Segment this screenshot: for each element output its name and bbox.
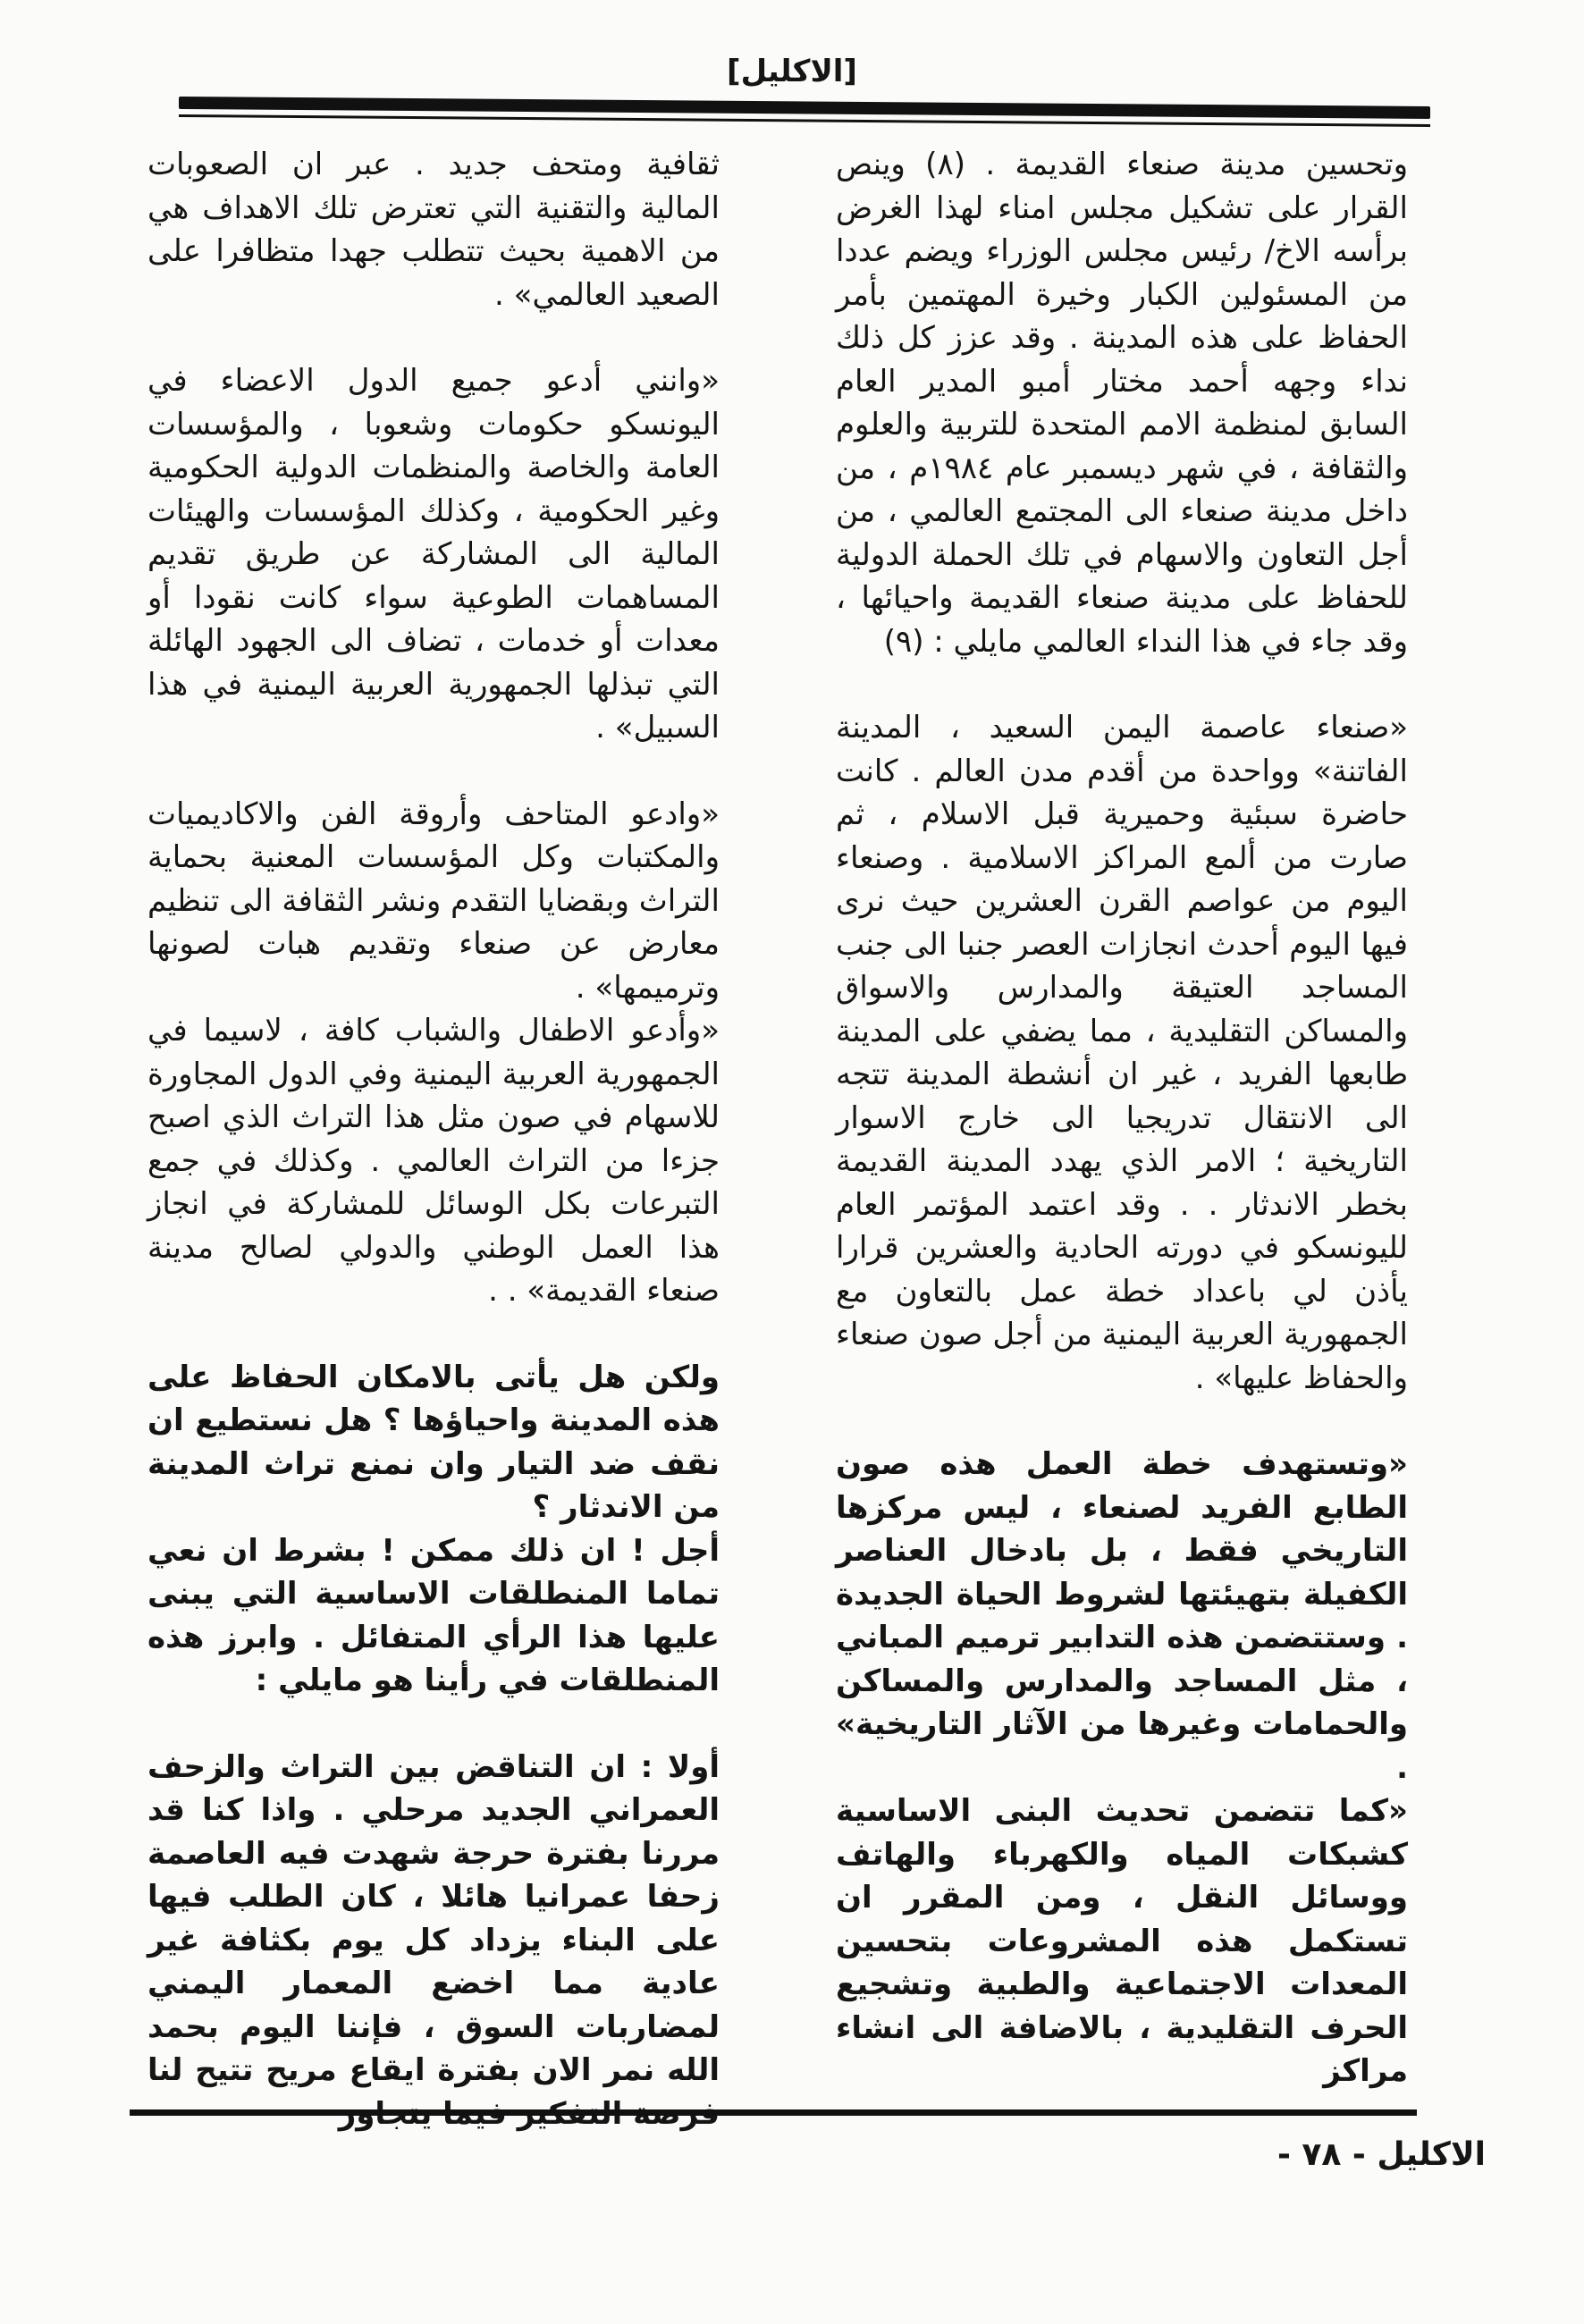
paragraph: «كما تتضمن تحديث البنى الاساسية كشبكات المياه والكهرباء والهاتف ووسائل النقل ، ومن المقرر ان تستكمل هذه المشروعات بتحسين المعدات الاجتماعية والطبية وتشجيع الحرف التقليدية ، بالاضافة الى انشاء مراكز xyxy=(836,1793,1408,2089)
left-column xyxy=(147,143,720,2178)
paragraph: «صنعاء عاصمة اليمن السعيد ، المدينة الفاتنة» وواحدة من أقدم مدن العالم . كانت حاضرة سبئية وحميرية قبل الاسلام ، ثم صارت من ألمع المراكز الاسلامية . وصنعاء اليوم من عواصم القرن العشرين حيث نرى فيها اليوم أحدث انجازات العصر جنبا الى جنب المساجد العتيقة والمدارس والاسواق والمساكن التقليدية ، مما يضفي على المدينة طابعها الفريد ، غير ان أنشطة المدينة تتجه الى الانتقال تدريجيا الى خارج الاسوار التاريخية ؛ الامر الذي يهدد المدينة القديمة بخطر الاندثار . . وقد اعتمد المؤتمر العام لليونسكو في دورته الحادية والعشرين قرارا يأذن لي باعداد خطة عمل بالتعاون مع الجمهورية العربية اليمنية من أجل صون صنعاء والحفاظ عليها» . xyxy=(836,710,1408,1396)
paragraph: ثقافية ومتحف جديد . عبر ان الصعوبات المالية والتقنية التي تعترض تلك الاهداف هي من الاهمية بحيث تتطلب جهدا متظافرا على الصعيد العالمي» . xyxy=(147,147,720,313)
paragraph: «وتستهدف خطة العمل هذه صون الطابع الفريد لصنعاء ، ليس مركزها التاريخي فقط ، بل بادخال العناصر الكفيلة بتهيئتها لشروط الحياة الجديدة . وستتضمن هذه التدابير ترميم المباني ، مثل المساجد والمدارس والمساكن والحمامات وغيرها من الآثار التاريخية» . xyxy=(836,1446,1408,1786)
page-footer: الاكليل - ٧٨ - xyxy=(1276,2136,1486,2173)
paragraph: «وانني أدعو جميع الدول الاعضاء في اليونسكو حكومات وشعوبا ، والمؤسسات العامة والخاصة والمنظمات الدولية الحكومية وغير الحكومية ، وكذلك المؤسسات والهيئات المالية الى المشاركة عن طريق تقديم المساهمات الطوعية سواء كانت نقودا أو معدات أو خدمات ، تضاف الى الجهود الهائلة التي تبذلها الجمهورية العربية اليمنية في هذا السبيل» . xyxy=(147,363,720,745)
paragraph: أولا : ان التناقض بين التراث والزحف العمراني الجديد مرحلي . واذا كنا قد مررنا بفترة حرجة شهدت فيه العاصمة زحفا عمرانيا هائلا ، كان الطلب فيها على البناء يزداد كل يوم بكثافة غير عادية مما اخضع المعمار اليمني لمضاربات السوق ، فإننا اليوم بحمد الله نمر الان بفترة ايقاع مريح تتيح لنا xyxy=(147,1748,720,2088)
running-title: [الاكليل] xyxy=(727,54,857,89)
paragraph: «وأدعو الاطفال والشباب كافة ، لاسيما في الجمهورية العربية اليمنية وفي الدول المجاورة للاسهام في صون مثل هذا التراث الذي اصبح جزءا من التراث العالمي . وكذلك في جمع التبرعات بكل الوسائل للمشاركة في انجاز هذا العمل الوطني والدولي لصالح مدينة صنعاء القديمة» . . xyxy=(147,1013,720,1309)
paragraph: ولكن هل يأتى بالامكان الحفاظ على هذه المدينة واحياؤها ؟ هل نستطيع ان نقف ضد التيار وان نمنع تراث المدينة من الاندثار ؟ xyxy=(147,1359,720,1525)
footer-rule xyxy=(130,2109,1417,2116)
paragraph: أجل ! ان ذلك ممكن ! بشرط ان نعي تماما المنطلقات الاساسية التي يبنى عليها هذا الرأي المتفائل . وابرز هذه المنطلقات في رأينا هو مايلي : xyxy=(147,1532,720,1698)
paragraph: «وادعو المتاحف وأروقة الفن والاكاديميات والمكتبات وكل المؤسسات المعنية بحماية التراث وبقضايا التقدم ونشر الثقافة الى تنظيم معارض عن صنعاء وتقديم هبات لصونها وترميمها» . xyxy=(147,796,720,1006)
right-column xyxy=(836,143,1408,2136)
paragraph: وتحسين مدينة صنعاء القديمة . (٨) وينص القرار على تشكيل مجلس امناء لهذا الغرض برأسه الاخ/ رئيس مجلس الوزراء ويضم عددا من المسئولين الكبار وخيرة المهتمين بأمر الحفاظ على هذه المدينة . وقد عزز كل ذلك نداء وجهه أحمد مختار أمبو المدير العام السابق لمنظمة الامم المتحدة للتربية والعلوم والثقافة ، في شهر ديسمبر عام ١٩٨٤م ، من داخل مدينة صنعاء الى المجتمع العالمي ، من أجل التعاون والاسهام في تلك الحملة الدولية للحفاظ على مدينة صنعاء القديمة واحيائها ، وقد جاء في هذا النداء العالمي مايلي : (٩) xyxy=(836,147,1409,660)
